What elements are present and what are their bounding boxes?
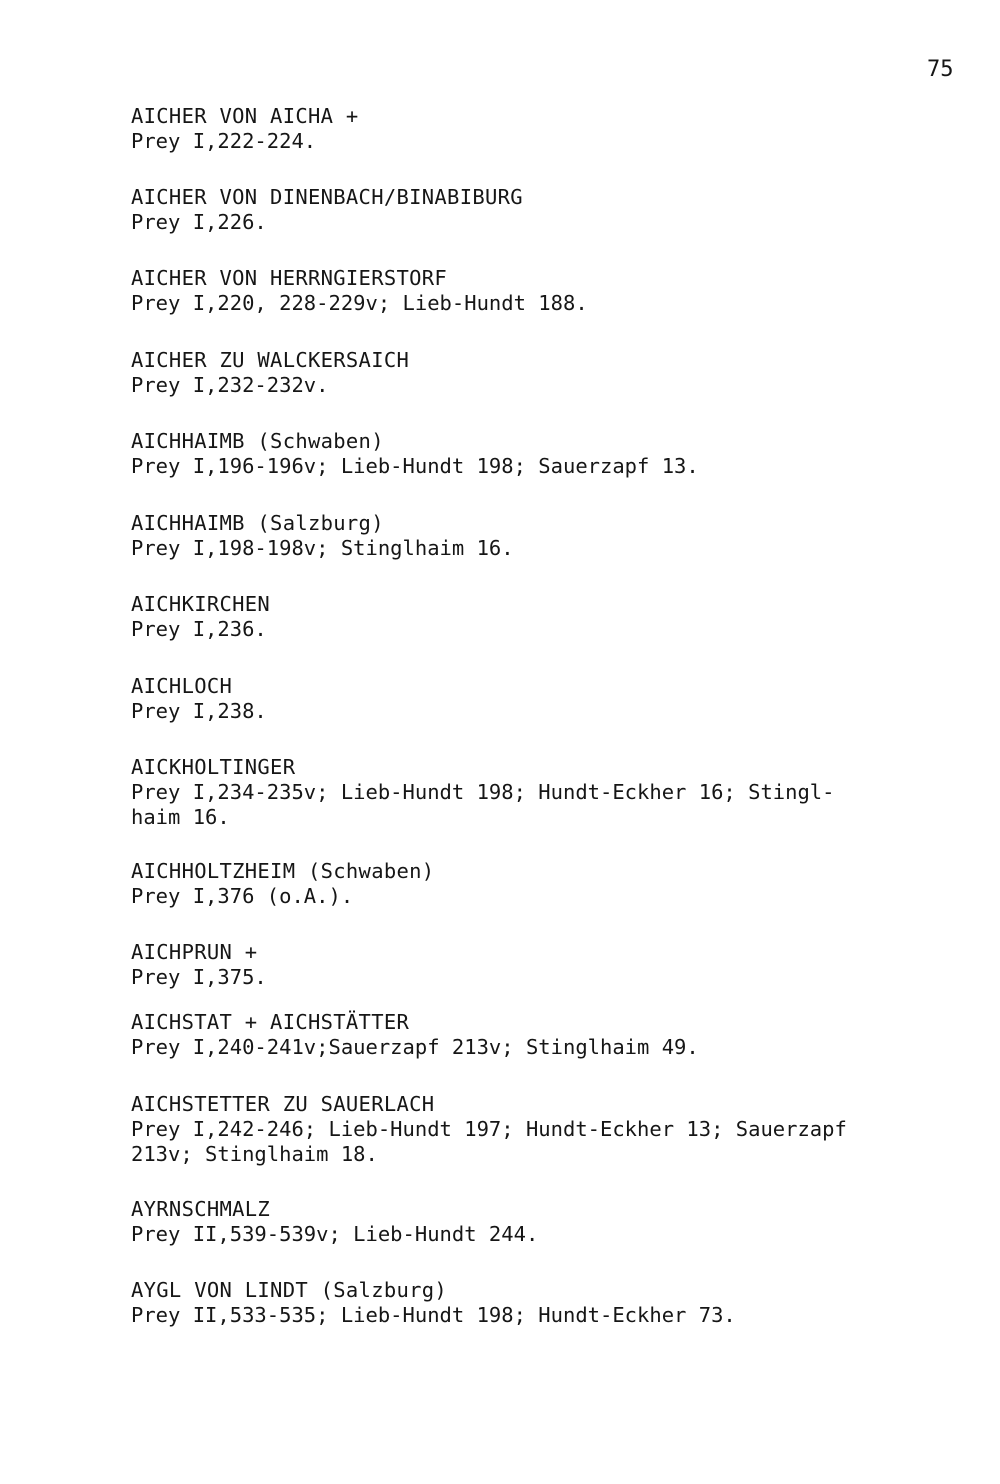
index-entry (131, 266, 961, 316)
entry-heading: AICHER ZU WALCKERSAICH (131, 348, 410, 372)
entry-references: Prey I,222-224. (131, 129, 317, 153)
entry-heading: AICHSTETTER ZU SAUERLACH (131, 1092, 435, 1116)
index-entry (131, 674, 961, 724)
entry-references: Prey I,376 (o.A.). (131, 884, 354, 908)
entry-heading: AICHHAIMB (Schwaben) (131, 429, 384, 453)
entry-heading: AICHHOLTZHEIM (Schwaben) (131, 859, 435, 883)
page-number: 75 (927, 57, 954, 82)
entry-heading: AICHER VON AICHA + (131, 104, 359, 128)
index-entry (131, 1197, 961, 1247)
index-entry (131, 940, 961, 990)
index-entry (131, 859, 961, 909)
entry-heading: AICHER VON HERRNGIERSTORF (131, 266, 448, 290)
entry-references: Prey I,196-196v; Lieb-Hundt 198; Sauerzapf 13. (131, 454, 699, 478)
entry-references: Prey I,240-241v;Sauerzapf 213v; Stinglhaim 49. (131, 1035, 699, 1059)
entry-references: Prey I,220, 228-229v; Lieb-Hundt 188. (131, 291, 588, 315)
entry-heading: AICHHAIMB (Salzburg) (131, 511, 384, 535)
entry-references: Prey I,236. (131, 617, 267, 641)
entry-heading: AICHSTAT + AICHSTÄTTER (131, 1010, 410, 1034)
entry-heading: AICHPRUN + (131, 940, 258, 964)
index-entry (131, 592, 961, 642)
entry-references: Prey I,234-235v; Lieb-Hundt 198; Hundt-Eckher 16; Stingl- haim 16. (131, 780, 835, 829)
entry-heading: AYGL VON LINDT (Salzburg) (131, 1278, 448, 1302)
entry-references: Prey I,375. (131, 965, 267, 989)
entry-references: Prey I,198-198v; Stinglhaim 16. (131, 536, 514, 560)
index-entry (131, 1092, 961, 1167)
entry-heading: AYRNSCHMALZ (131, 1197, 271, 1221)
index-entry (131, 348, 961, 398)
entry-references: Prey I,226. (131, 210, 267, 234)
index-entry (131, 755, 961, 830)
entry-references: Prey II,533-535; Lieb-Hundt 198; Hundt-Eckher 73. (131, 1303, 736, 1327)
entry-references: Prey I,238. (131, 699, 267, 723)
entry-heading: AICHER VON DINENBACH/BINABIBURG (131, 185, 523, 209)
index-entry (131, 104, 961, 154)
entry-heading: AICHKIRCHEN (131, 592, 271, 616)
entry-references: Prey I,232-232v. (131, 373, 329, 397)
index-entry (131, 429, 961, 479)
index-entry (131, 185, 961, 235)
entry-references: Prey II,539-539v; Lieb-Hundt 244. (131, 1222, 539, 1246)
entry-heading: AICHLOCH (131, 674, 233, 698)
index-entry (131, 511, 961, 561)
entry-references: Prey I,242-246; Lieb-Hundt 197; Hundt-Eckher 13; Sauerzapf 213v; Stinglhaim 18. (131, 1117, 847, 1166)
entry-heading: AICKHOLTINGER (131, 755, 296, 779)
index-entry (131, 1010, 961, 1060)
index-entry (131, 1278, 961, 1328)
